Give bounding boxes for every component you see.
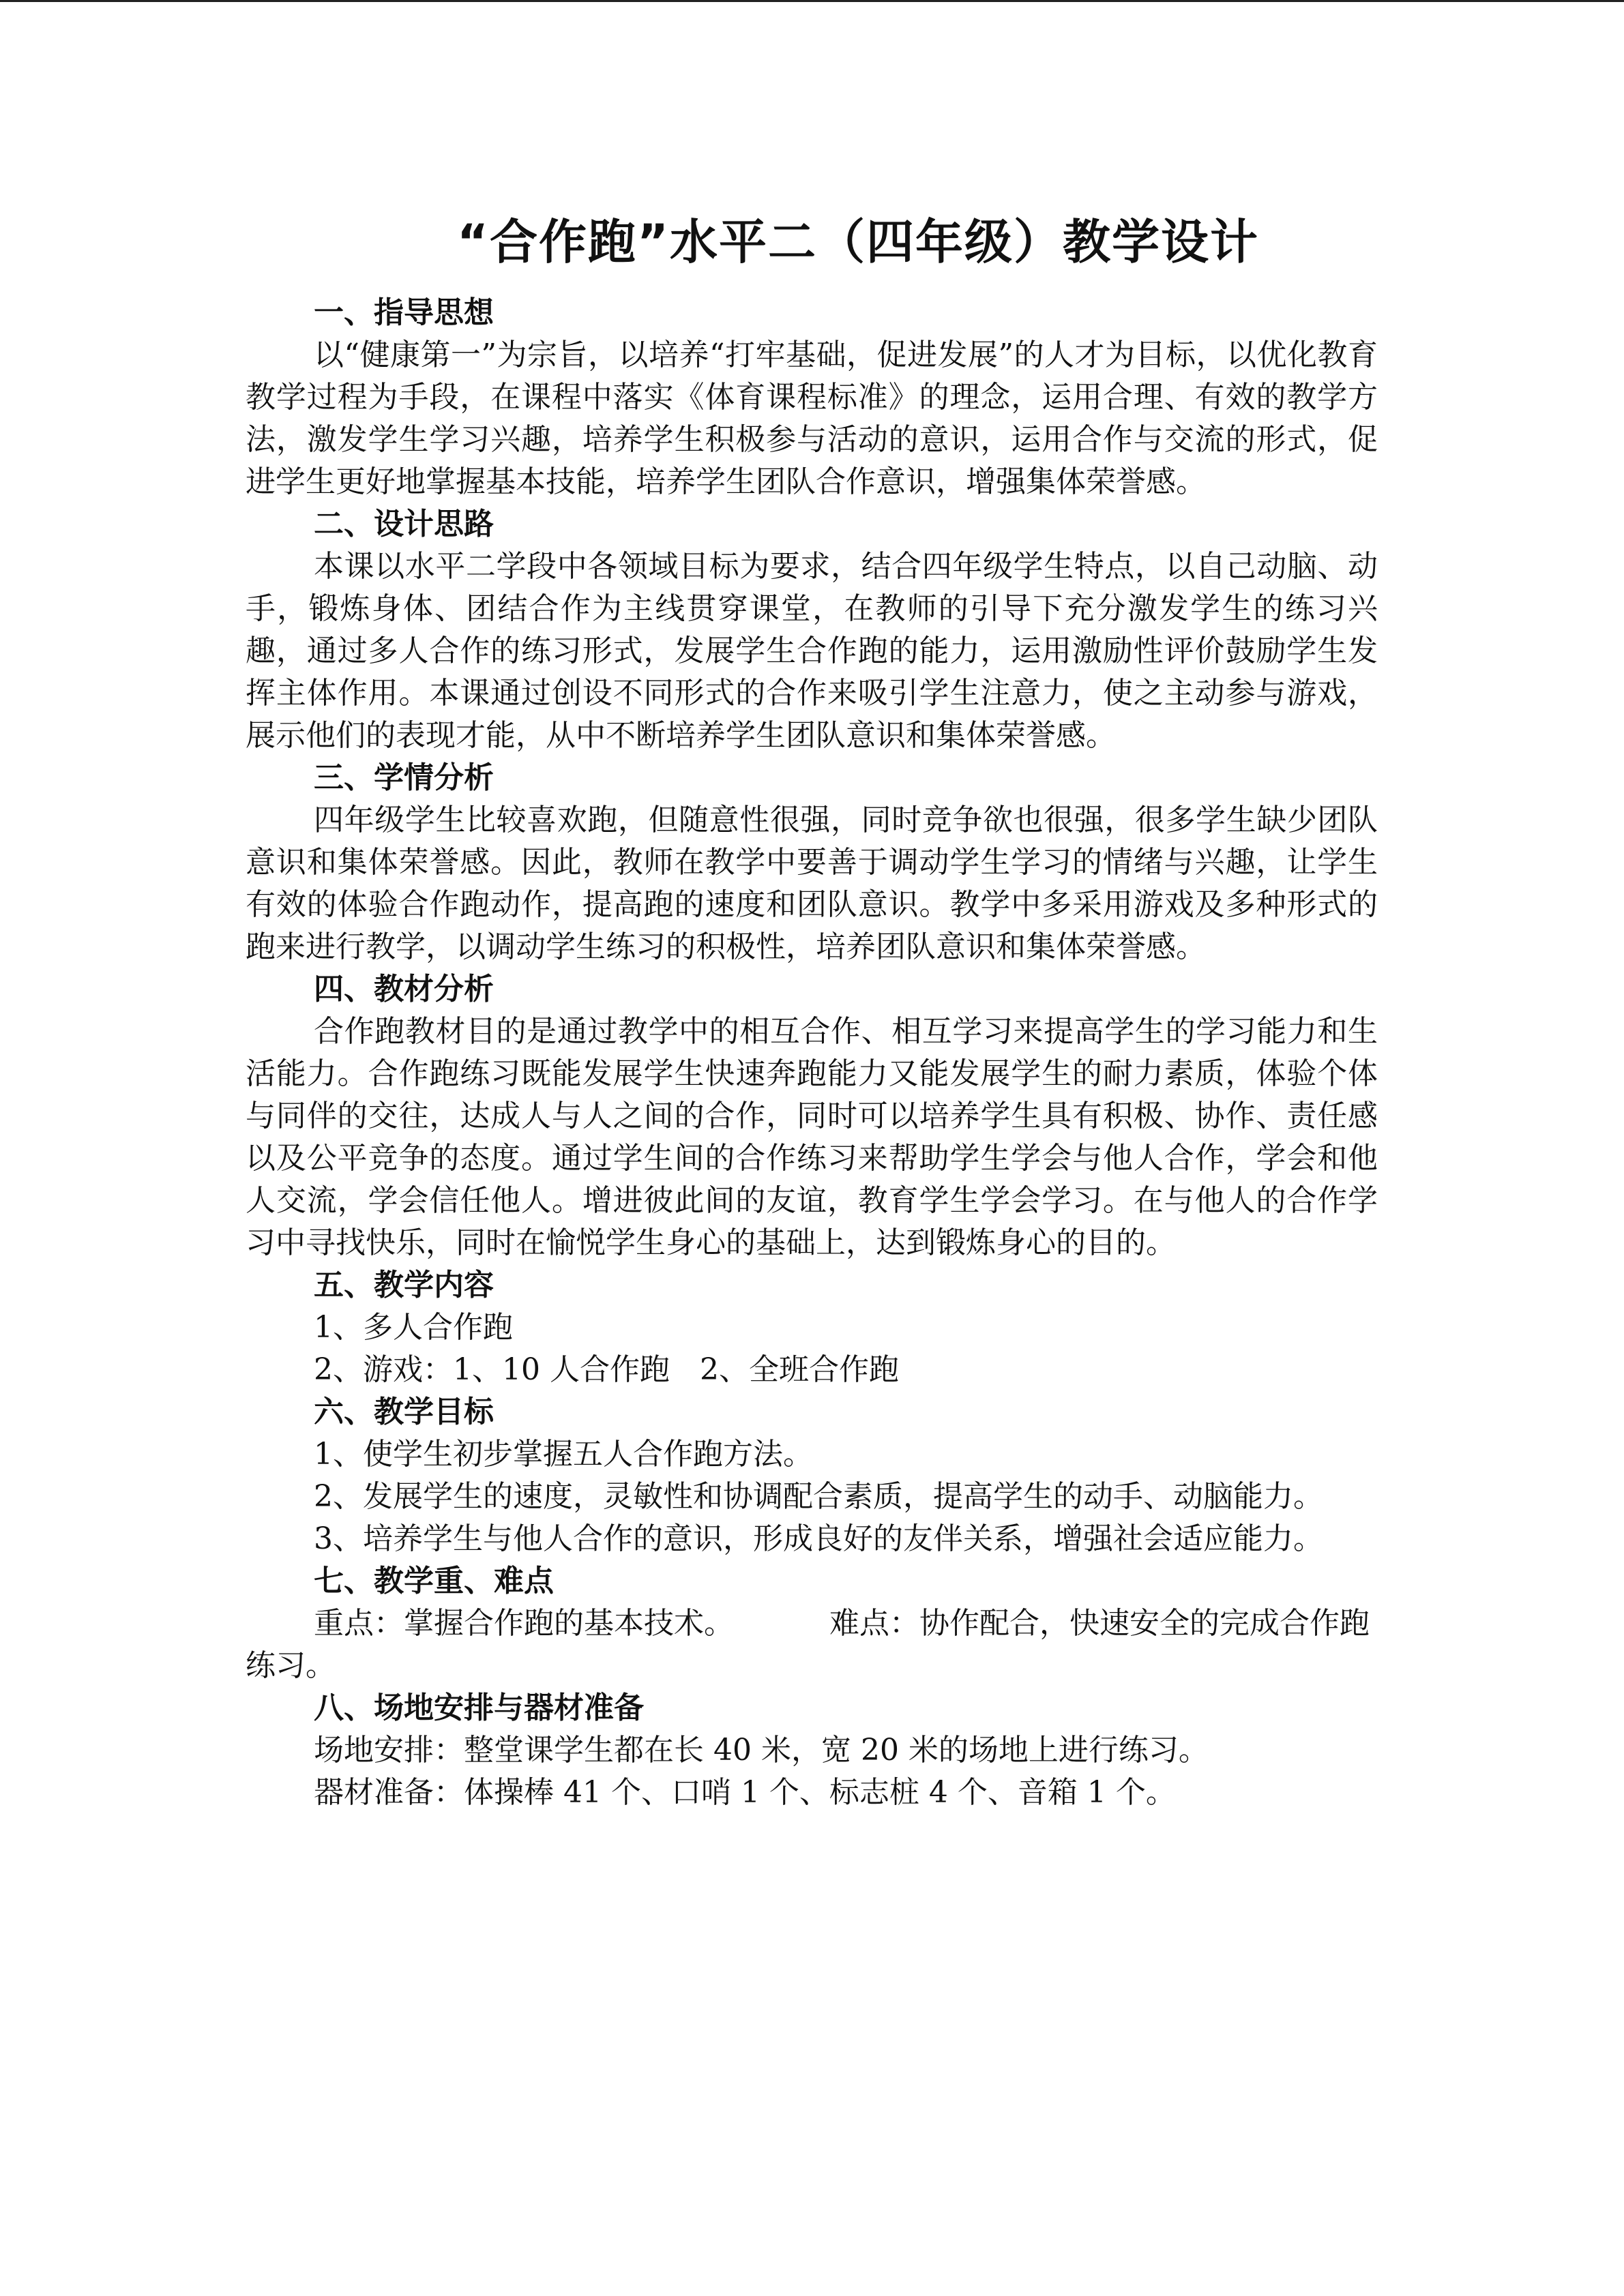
equipment-line: 器材准备：体操棒 41 个、口哨 1 个、标志桩 4 个、音箱 1 个。 (314, 1775, 1176, 1810)
key-point-focus: 重点：掌握合作跑的基本技术。 (314, 1606, 734, 1641)
teaching-content-item: 2、游戏：1、10 人合作跑 2、全班合作跑 (314, 1352, 899, 1387)
section-heading-teaching-content: 五、教学内容 (314, 1268, 494, 1302)
venue-site-line: 场地安排：整堂课学生都在长 40 米，宽 20 米的场地上进行练习。 (314, 1733, 1209, 1768)
section-heading-material-analysis: 四、教材分析 (314, 972, 494, 1007)
section-heading-student-analysis: 三、学情分析 (314, 760, 494, 795)
teaching-goal-item: 1、使学生初步掌握五人合作跑方法。 (314, 1437, 813, 1472)
section-paragraph-guiding-thought: 以“健康第一”为宗旨，以培养“打牢基础，促进发展”的人才为目标，以优化教育教学过程为手段，在课程中落实《体育课程标准》的理念，运用合理、有效的教学方法，激发学生学习兴趣，培养学生积极参与活动的意识，运用合作与交流的形式，促进学生更好地掌握基本技能，培养学生团队合作意识，增强集体荣誉感。 (246, 338, 1378, 499)
key-points-line (246, 1602, 1378, 1687)
teaching-content-item: 1、多人合作跑 (314, 1310, 513, 1345)
page-top-border (0, 0, 1624, 2)
teaching-goal-item: 3、培养学生与他人合作的意识，形成良好的友伴关系，增强社会适应能力。 (314, 1521, 1323, 1556)
section-heading-guiding-thought: 一、指导思想 (314, 295, 494, 330)
teaching-goal-item: 2、发展学生的速度，灵敏性和协调配合素质，提高学生的动手、动脑能力。 (314, 1479, 1323, 1514)
key-point-difficulty: 难点：协作配合，快速安全的完成合作跑练习。 (246, 1606, 1370, 1683)
section-paragraph-design-idea: 本课以水平二学段中各领域目标为要求，结合四年级学生特点，以自己动脑、动手，锻炼身体、团结合作为主线贯穿课堂，在教师的引导下充分激发学生的练习兴趣，通过多人合作的练习形式，发展学生合作跑的能力，运用激励性评价鼓励学生发挥主体作用。本课通过创设不同形式的合作来吸引学生注意力，使之主动参与游戏，展示他们的表现才能，从中不断培养学生团队意识和集体荣誉感。 (246, 549, 1378, 753)
section-heading-teaching-goals: 六、教学目标 (314, 1395, 494, 1429)
section-paragraph-student-analysis: 四年级学生比较喜欢跑，但随意性很强，同时竞争欲也很强，很多学生缺少团队意识和集体荣誉感。因此，教师在教学中要善于调动学生学习的情绪与兴趣，让学生有效的体验合作跑动作，提高跑的速度和团队意识。教学中多采用游戏及多种形式的跑来进行教学，以调动学生练习的积极性，培养团队意识和集体荣誉感。 (246, 803, 1378, 964)
document-page (246, 205, 1378, 1814)
document-title: “合作跑”水平二（四年级）教学设计 (457, 214, 1260, 270)
section-heading-venue-equipment: 八、场地安排与器材准备 (314, 1690, 644, 1725)
section-heading-design-idea: 二、设计思路 (314, 507, 494, 541)
section-paragraph-material-analysis: 合作跑教材目的是通过教学中的相互合作、相互学习来提高学生的学习能力和生活能力。合作跑练习既能发展学生快速奔跑能力又能发展学生的耐力素质，体验个体与同伴的交往，达成人与人之间的合作，同时可以培养学生具有积极、协作、责任感以及公平竞争的态度。通过学生间的合作练习来帮助学生学会与他人合作，学会和他人交流，学会信任他人。增进彼此间的友谊，教育学生学会学习。在与他人的合作学习中寻找快乐，同时在愉悦学生身心的基础上，达到锻炼身心的目的。 (246, 1014, 1378, 1260)
section-heading-key-points: 七、教学重、难点 (314, 1564, 554, 1598)
